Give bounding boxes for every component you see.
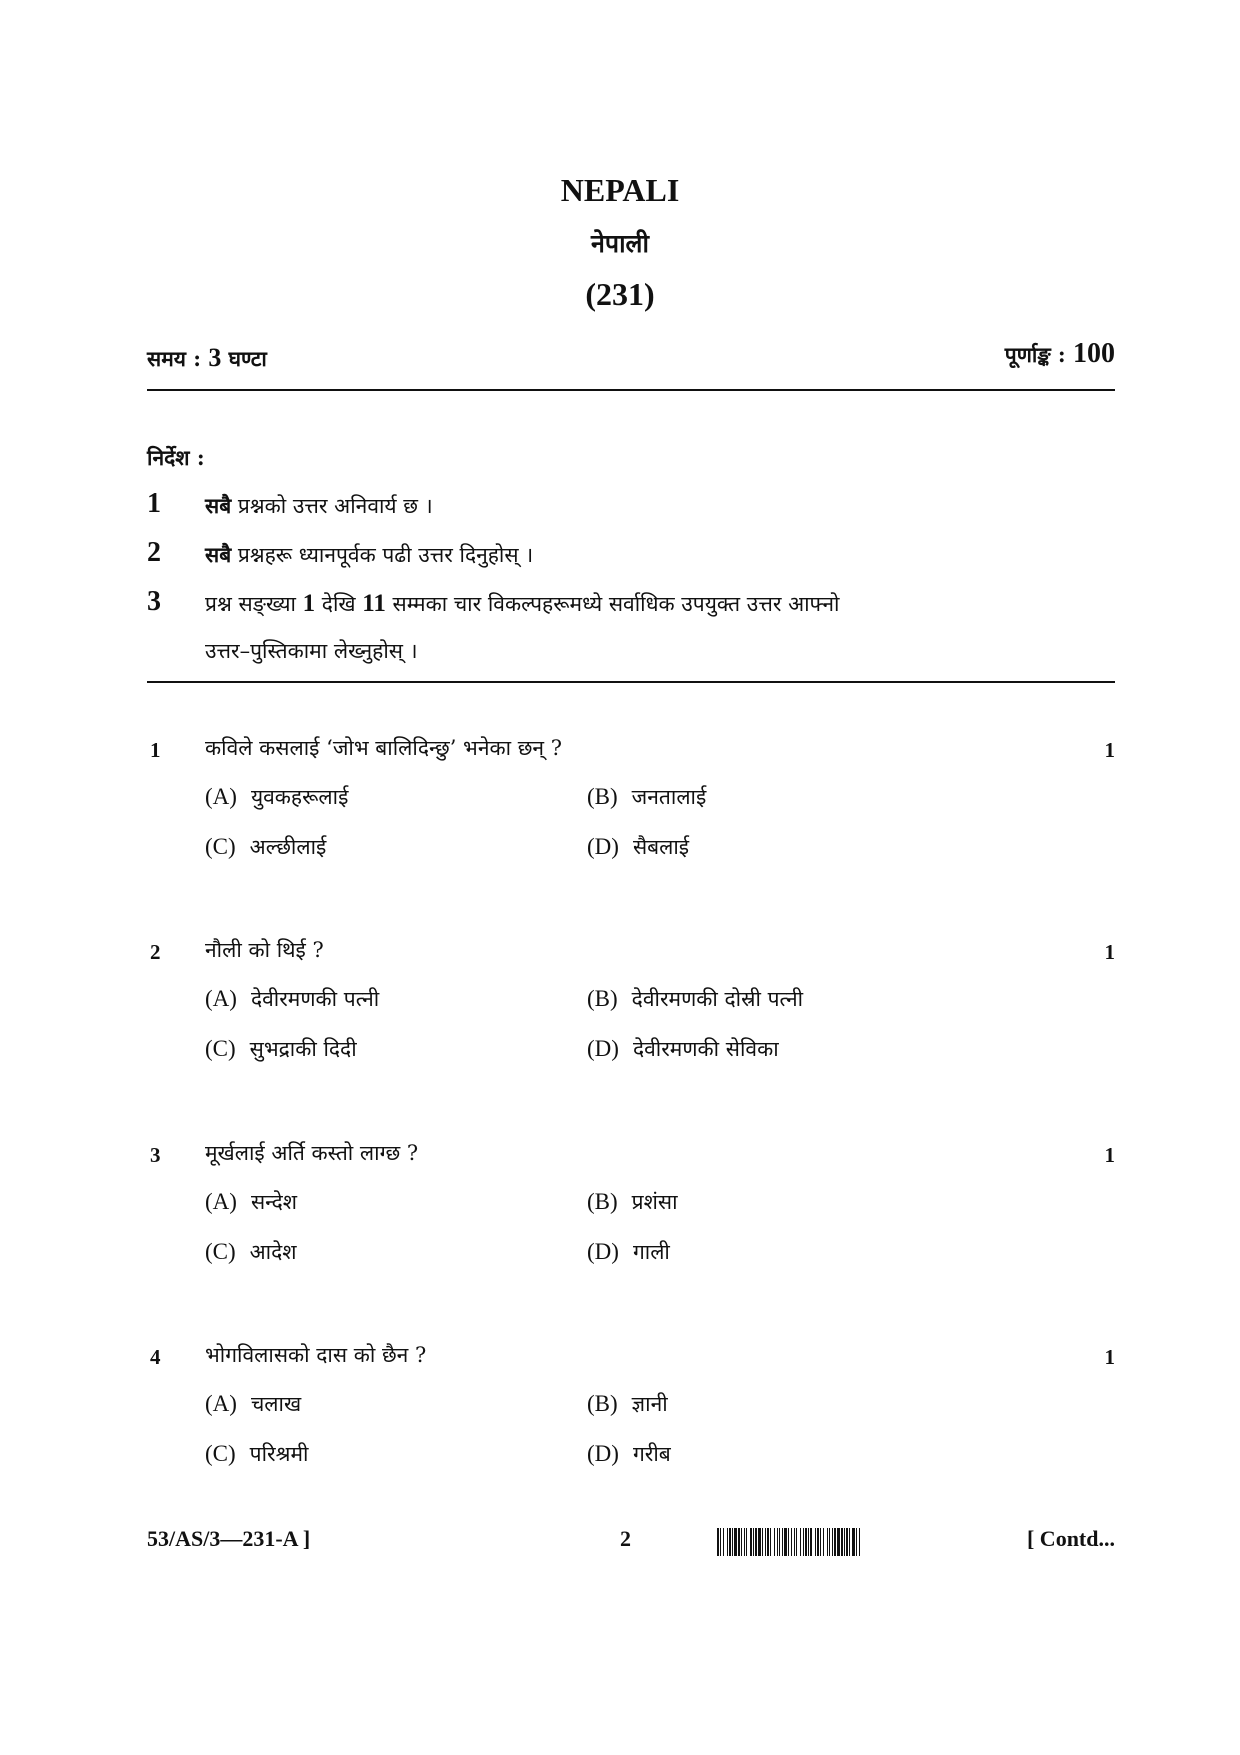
question-number: 4 [150,1345,161,1369]
option-letter: (D) [587,834,619,859]
paper-code: 53/AS/3—231-A ] [147,1526,311,1551]
option-text: जनतालाई [631,785,707,809]
question-marks: 1 [1104,1345,1115,1369]
option-letter: (C) [205,1441,236,1466]
option-a [205,1390,301,1418]
option-letter: (D) [587,1239,619,1264]
option-letter: (A) [205,986,237,1011]
time-unit: घण्टा [228,346,267,371]
option-text: युवकहरूलाई [250,785,349,809]
question-range-end: 11 [362,590,386,617]
option-a [205,985,379,1013]
question-marks: 1 [1104,1143,1115,1167]
question-number: 3 [150,1143,161,1167]
option-letter: (C) [205,1239,236,1264]
instruction-number: 2 [147,537,161,568]
option-text: चलाख [250,1392,302,1416]
option-text: आदेश [249,1240,297,1264]
option-c [205,1035,357,1063]
marks-label: पूर्णाङ्क [1004,342,1051,367]
option-d [587,1238,670,1266]
page-number: 2 [620,1526,631,1551]
time-label: समय [147,346,186,371]
option-letter: (A) [205,784,237,809]
option-b [587,985,803,1013]
option-text: ज्ञानी [631,1392,668,1416]
subject-title-english: NEPALI [560,172,680,208]
option-text: अल्छीलाई [249,835,327,859]
instruction-text: देखि [315,592,363,616]
option-text: सैबलाई [632,835,690,859]
instruction-number: 1 [147,488,161,519]
option-d [587,1035,779,1063]
marks-value: 100 [1073,338,1115,369]
option-c [205,833,326,861]
question-number: 2 [150,940,161,964]
option-a [205,783,348,811]
instructions-divider [147,681,1115,683]
instruction-number: 3 [147,586,161,617]
marks-separator: : [1057,342,1066,367]
option-letter: (C) [205,834,236,859]
option-letter: (A) [205,1391,237,1416]
instruction-item [205,492,433,520]
option-text: देवीरमणकी दोस्री पत्नी [631,987,804,1011]
option-b [587,1188,678,1216]
question-text: नौली को थिई ? [205,938,324,962]
option-d [587,833,689,861]
question-text: मूर्खलाई अर्ति कस्तो लाग्छ ? [205,1141,419,1165]
option-text: देवीरमणकी पत्नी [250,987,380,1011]
option-letter: (B) [587,1189,618,1214]
instructions-heading: निर्देश : [147,445,205,470]
question-marks: 1 [1104,738,1115,762]
instruction-item [205,590,1085,618]
question-text: भोगविलासको दास को छैन ? [205,1343,427,1367]
continued-label: [ Contd... [1026,1526,1115,1551]
option-a [205,1188,297,1216]
option-letter: (B) [587,784,618,809]
instruction-emphasis: सबै [205,542,232,567]
instruction-item [205,541,533,569]
instruction-text: प्रश्नहरू ध्यानपूर्वक पढी उत्तर दिनुहोस् । [231,543,534,567]
question-number: 1 [150,738,161,762]
option-letter: (C) [205,1036,236,1061]
instruction-text: सम्मका चार विकल्पहरूमध्ये सर्वाधिक उपयुक्त उत्तर आफ्नो [385,592,840,616]
time-separator: : [193,346,202,371]
barcode-bar [860,1528,861,1556]
question-range-start: 1 [302,590,316,617]
time-value: 3 [208,343,222,372]
subject-code: (231) [585,276,655,312]
header-divider [147,389,1115,391]
question-text: कविले कसलाई ‘जोभ बालिदिन्छु’ भनेका छन् ? [205,736,563,760]
barcode [717,1528,861,1556]
option-b [587,1390,668,1418]
option-letter: (B) [587,986,618,1011]
option-text: गरीब [632,1442,671,1466]
question-marks: 1 [1104,940,1115,964]
option-c [205,1238,297,1266]
option-c [205,1440,309,1468]
subject-title-nepali: नेपाली [591,229,649,258]
option-letter: (D) [587,1441,619,1466]
option-text: देवीरमणकी सेविका [632,1037,779,1061]
option-text: प्रशंसा [631,1190,678,1214]
option-letter: (B) [587,1391,618,1416]
option-text: सुभद्राकी दिदी [249,1037,357,1061]
instruction-emphasis: सबै [205,493,232,518]
option-b [587,783,706,811]
maximum-marks [1005,338,1115,370]
instruction-text: प्रश्नको उत्तर अनिवार्य छ । [231,494,433,518]
option-text: गाली [632,1240,670,1264]
option-text: सन्देश [250,1190,298,1214]
option-letter: (A) [205,1189,237,1214]
instruction-text: प्रश्न सङ्ख्या [205,592,303,616]
option-text: परिश्रमी [249,1442,309,1466]
option-letter: (D) [587,1036,619,1061]
instruction-text-line2: उत्तर–पुस्तिकामा लेख्नुहोस् । [205,639,418,663]
time-allowed [147,343,267,373]
option-d [587,1440,671,1468]
